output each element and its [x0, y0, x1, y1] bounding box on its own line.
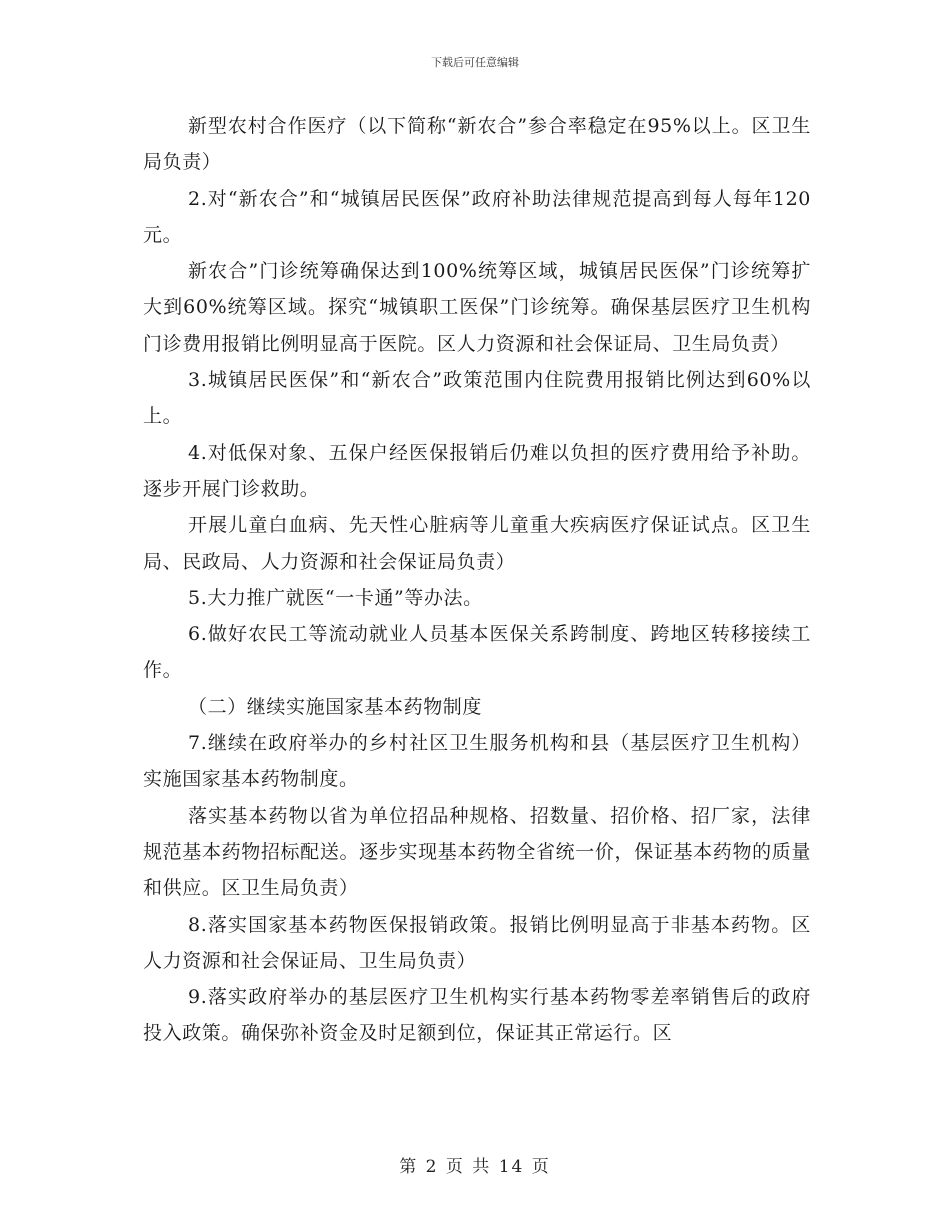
paragraph-11: 8.落实国家基本药物医保报销政策。报销比例明显高于非基本药物。区人力资源和社会保证局、卫生局负责） [143, 913, 811, 972]
paragraph-7: 5.大力推广就医“一卡通”等办法。 [188, 586, 483, 609]
page-header: 下载后可任意编辑 [431, 56, 519, 69]
paragraph-3: 新农合”门诊统筹确保达到100%统筹区域，城镇居民医保”门诊统筹扩大到60%统筹区域。探究“城镇职工医保”门诊统筹。确保基层医疗卫生机构门诊费用报销比例明显高于医院。区人力资源和社会保证局、卫生局负责） [143, 260, 811, 355]
paragraph-6: 开展儿童白血病、先天性心脏病等儿童重大疾病医疗保证试点。区卫生局、民政局、人力资源和社会保证局负责） [143, 514, 811, 573]
paragraph-1: 新型农村合作医疗（以下简称“新农合”参合率稳定在95%以上。区卫生局负责） [143, 115, 811, 174]
section-heading: （二）继续实施国家基本药物制度 [188, 695, 483, 718]
document-body [143, 108, 811, 1052]
paragraph-10: 落实基本药物以省为单位招品种规格、招数量、招价格、招厂家，法律规范基本药物招标配送。逐步实现基本药物全省统一价，保证基本药物的质量和供应。区卫生局负责） [143, 804, 811, 900]
paragraph-2: 2.对“新农合”和“城镇居民医保”政府补助法律规范提高到每人每年120元。 [143, 187, 811, 246]
paragraph-12: 9.落实政府举办的基层医疗卫生机构实行基本药物零差率销售后的政府投入政策。确保弥补资金及时足额到位，保证其正常运行。区 [143, 986, 811, 1045]
paragraph-5: 4.对低保对象、五保户经医保报销后仍难以负担的医疗费用给予补助。逐步开展门诊救助。 [143, 441, 811, 500]
paragraph-8: 6.做好农民工等流动就业人员基本医保关系跨制度、跨地区转移接续工作。 [143, 623, 811, 682]
paragraph-4: 3.城镇居民医保”和“新农合”政策范围内住院费用报销比例达到60%以上。 [143, 369, 811, 428]
paragraph-9: 7.继续在政府举办的乡村社区卫生服务机构和县（基层医疗卫生机构）实施国家基本药物制度。 [143, 732, 811, 791]
page-footer: 第 2 页 共 14 页 [399, 1157, 551, 1177]
